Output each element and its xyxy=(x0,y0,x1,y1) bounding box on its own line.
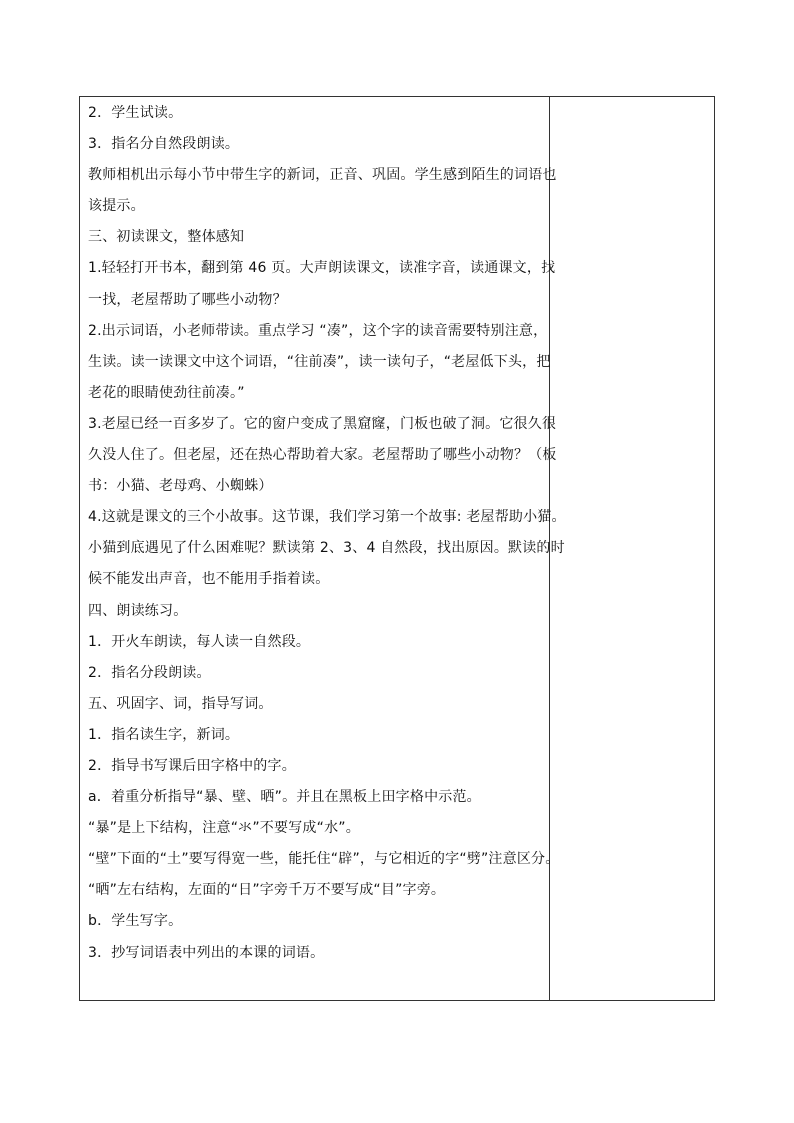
section-heading: 三、初读课文，整体感知 xyxy=(88,229,245,246)
text-line: 2．指名分段朗读。 xyxy=(88,664,211,681)
text-line: 1．指名读生字，新词。 xyxy=(88,726,240,743)
text-line: 老花的眼睛使劲往前凑。” xyxy=(88,384,245,401)
text-line: 2．学生试读。 xyxy=(88,105,183,121)
text-line: “暴”是上下结构，注意“氺”不要写成“水”。 xyxy=(88,820,360,837)
text-line: 一找，老屋帮助了哪些小动物？ xyxy=(88,291,287,308)
text-line: 书：小猫、老母鸡、小蜘蛛） xyxy=(88,478,273,495)
text-line: b．学生写字。 xyxy=(88,913,183,930)
section-heading: 四、朗读练习。 xyxy=(88,602,188,619)
text-line: 生读。读一读课文中这个词语，“往前凑”，读一读句子，“老屋低下头，把 xyxy=(88,353,551,370)
text-line: 久没人住了。但老屋，还在热心帮助着大家。老屋帮助了哪些小动物？（板 xyxy=(88,447,557,464)
section-heading: 五、巩固字、词，指导写词。 xyxy=(88,695,273,712)
text-line: 3．抄写词语表中列出的本课的词语。 xyxy=(88,944,325,961)
text-line: “壁”下面的“土”要写得宽一些，能托住“辟”，与它相近的字“劈”注意区分。 xyxy=(88,851,560,868)
text-line: 1．开火车朗读，每人读一自然段。 xyxy=(88,633,311,650)
text-line: 3.老屋已经一百多岁了。它的窗户变成了黑窟窿，门板也破了洞。它很久很 xyxy=(88,415,557,432)
text-line: “晒”左右结构，左面的“日”字旁千万不要写成“目”字旁。 xyxy=(88,882,446,899)
text-line: 候不能发出声音，也不能用手指着读。 xyxy=(88,571,330,588)
text-line: 该提示。 xyxy=(88,198,145,215)
lesson-plan-table xyxy=(79,96,715,1001)
text-line: 小猫到底遇见了什么困难呢？默读第 2、3、4 自然段，找出原因。默读的时 xyxy=(88,540,565,557)
text-line: 教师相机出示每小节中带生字的新词，正音、巩固。学生感到陌生的词语也 xyxy=(88,167,557,184)
text-line: a．着重分析指导“暴、壁、晒”。并且在黑板上田字格中示范。 xyxy=(88,789,481,806)
lesson-content-cell xyxy=(80,97,566,1000)
notes-cell xyxy=(550,97,714,1000)
text-line: 2．指导书写课后田字格中的字。 xyxy=(88,757,296,774)
text-line: 4.这就是课文的三个小故事。这节课，我们学习第一个故事: 老屋帮助小猫。 xyxy=(88,509,566,526)
text-line: 2.出示词语，小老师带读。重点学习 “凑”，这个字的读音需要特别注意， xyxy=(88,322,548,339)
text-line: 1.轻轻打开书本，翻到第 46 页。大声朗读课文，读准字音，读通课文，找 xyxy=(88,260,556,277)
text-line: 3．指名分自然段朗读。 xyxy=(88,136,240,153)
